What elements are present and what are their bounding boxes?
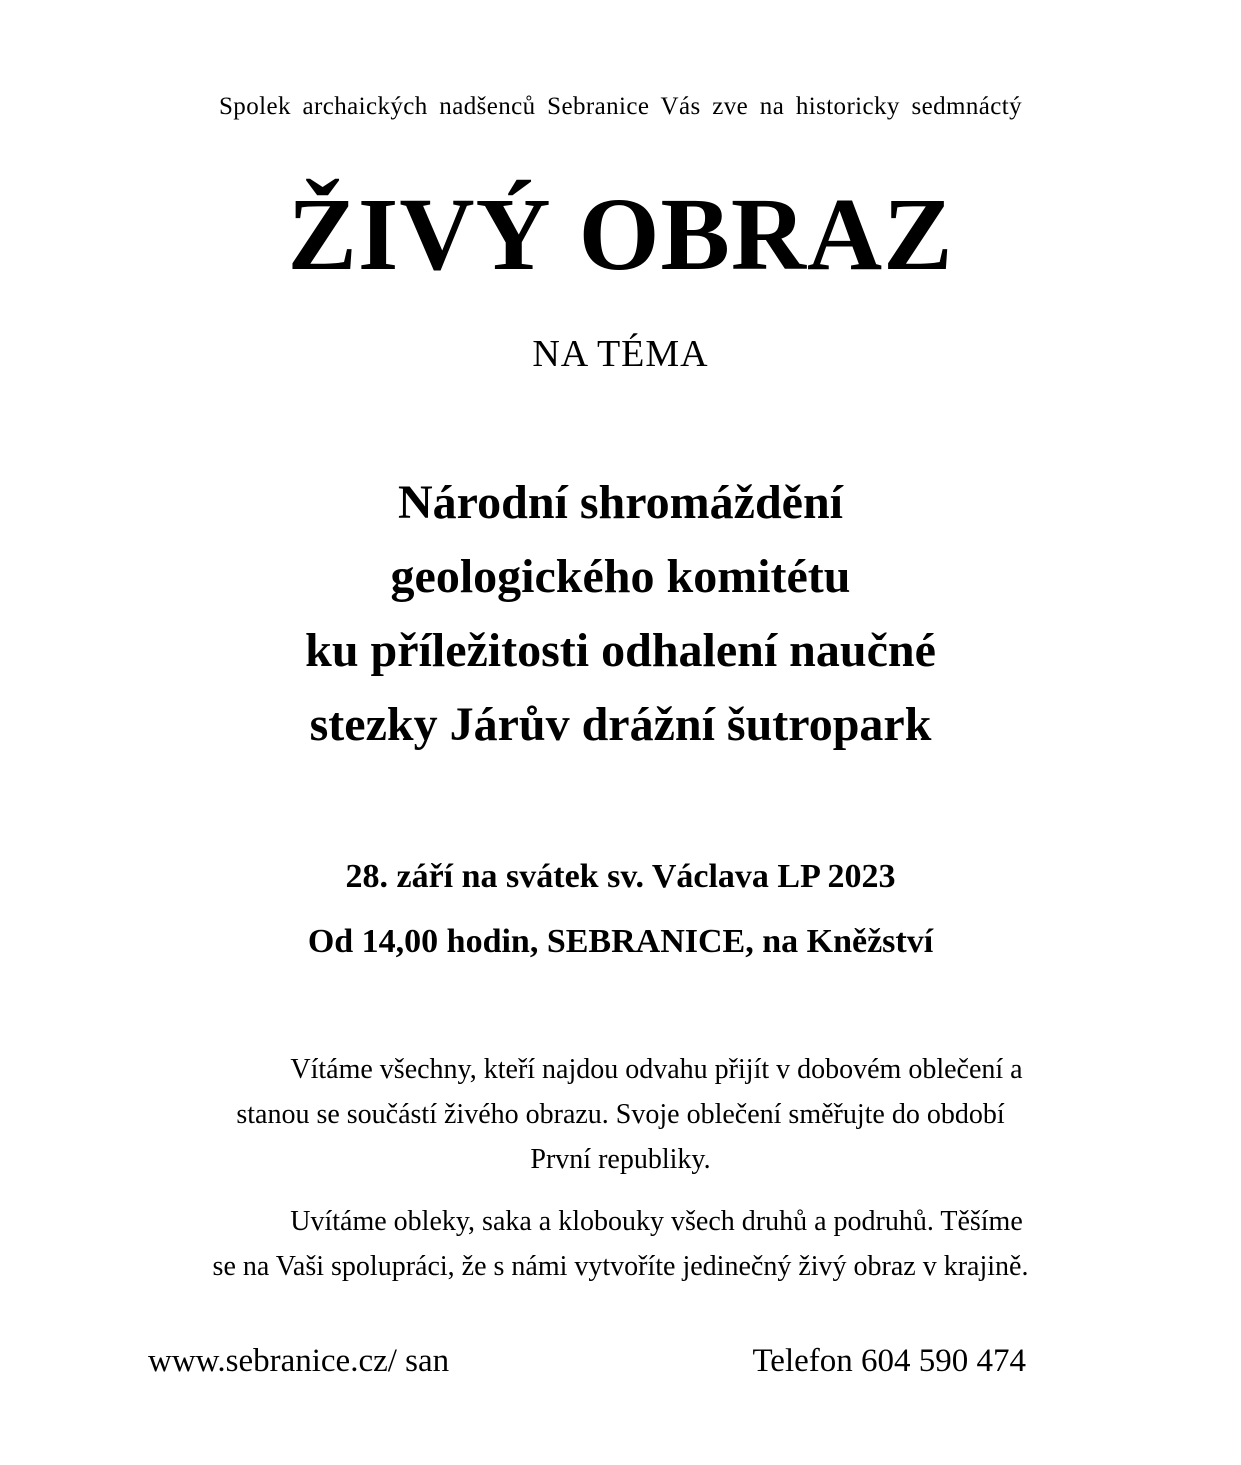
website-text: www.sebranice.cz/ san bbox=[148, 1343, 450, 1379]
theme-line-3: ku příležitosti odhalení naučné bbox=[305, 624, 936, 677]
subtitle-na-tema: NA TÉMA bbox=[532, 333, 709, 375]
event-time-place-line: Od 14,00 hodin, SEBRANICE, na Kněžství bbox=[307, 923, 934, 960]
intro-line: Spolek archaických nadšenců Sebranice Vás zve na historicky sedmnáctý bbox=[219, 93, 1022, 120]
paragraph-welcome-line-1: Vítáme všechny, kteří najdou odvahu přijít v dobovém oblečení a bbox=[290, 1054, 1023, 1085]
paragraph-dress-code bbox=[141, 1199, 1101, 1289]
theme-block bbox=[0, 466, 1241, 762]
paragraph-dress-code-line-2: se na Vaši spolupráci, že s námi vytvoříte jedinečný živý obraz v krajině. bbox=[212, 1251, 1029, 1282]
paragraph-welcome-line-3: První republiky. bbox=[530, 1144, 711, 1175]
paragraph-welcome-line-2: stanou se součástí živého obrazu. Svoje oblečení směřujte do období bbox=[236, 1099, 1005, 1130]
footer bbox=[0, 1340, 1241, 1382]
theme-line-1: Národní shromáždění bbox=[398, 476, 843, 529]
event-date-line: 28. září na svátek sv. Václava LP 2023 bbox=[345, 858, 896, 895]
theme-line-2: geologického komitétu bbox=[390, 550, 851, 603]
theme-line-4: stezky Járův drážní šutropark bbox=[309, 698, 932, 751]
paragraph-welcome bbox=[141, 1047, 1101, 1182]
paragraph-dress-code-line-1: Uvítáme obleky, saka a klobouky všech druhů a podruhů. Těšíme bbox=[290, 1206, 1023, 1237]
telephone-text: Telefon 604 590 474 bbox=[752, 1343, 1026, 1379]
poster-title: ŽIVÝ OBRAZ bbox=[287, 177, 954, 292]
